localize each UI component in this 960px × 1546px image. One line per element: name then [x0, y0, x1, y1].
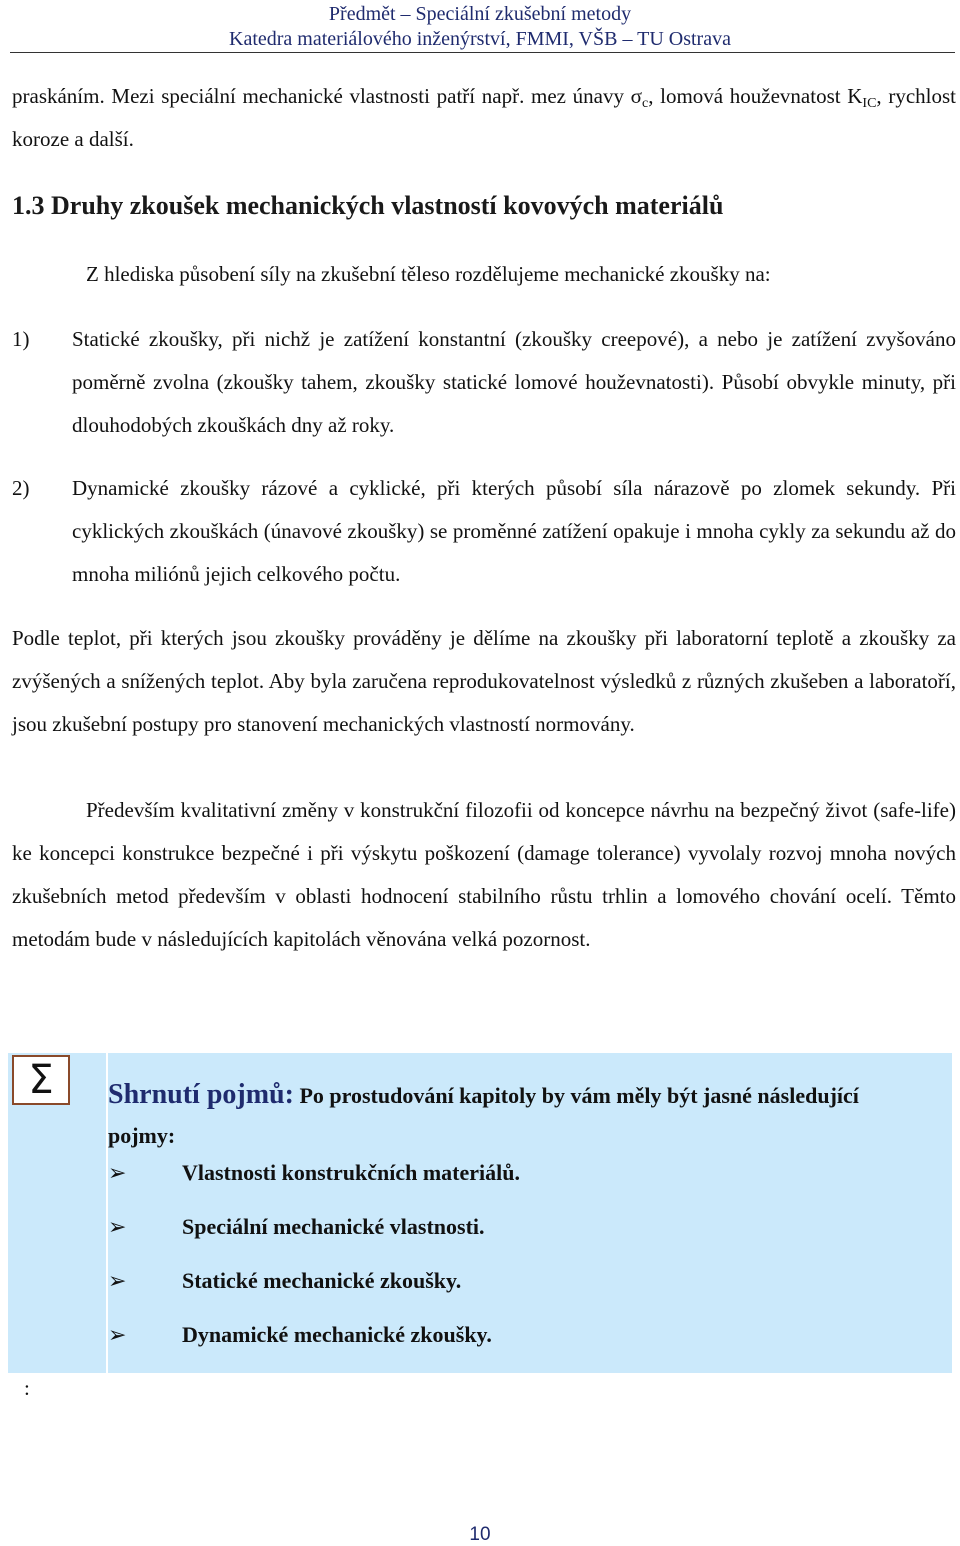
- summary-item-text: Vlastnosti konstrukčních materiálů.: [182, 1160, 520, 1185]
- arrow-bullet-icon: ➢: [108, 1269, 127, 1294]
- summary-item-text: Statické mechanické zkoušky.: [182, 1268, 462, 1293]
- summary-list-item: [108, 1158, 908, 1189]
- list-number: 2): [12, 476, 30, 500]
- section-heading: 1.3 Druhy zkoušek mechanických vlastností kovových materiálů: [12, 191, 724, 220]
- arrow-bullet-icon: ➢: [108, 1323, 127, 1348]
- header-department: Katedra materiálového inženýrství, FMMI, VŠB – TU Ostrava: [229, 28, 731, 50]
- summary-heading: [108, 1075, 928, 1156]
- paragraph-temperature: Podle teplot, při kterých jsou zkoušky prováděny je dělíme na zkoušky při laboratorní teplotě a zkoušky za zvýšených a snížených teplot. Aby byla zaručena reprodukovatelnost výsledků z různých zkušeben a laboratoří, jsou zkušební postupy pro stanovení mechanických vlastností normovány.: [12, 626, 956, 736]
- summary-list-item: [108, 1266, 908, 1297]
- arrow-bullet-icon: ➢: [108, 1161, 127, 1186]
- stray-colon: :: [24, 1376, 30, 1400]
- paragraph-special-properties: [12, 75, 956, 161]
- summary-list-item: [108, 1212, 908, 1243]
- page-header: [0, 0, 960, 52]
- list-number: 1): [12, 327, 30, 351]
- summary-title: Shrnutí pojmů:: [108, 1079, 294, 1110]
- header-rule: [10, 52, 955, 53]
- subscript-c: c: [641, 96, 649, 111]
- sigma-icon: Σ: [12, 1055, 70, 1105]
- summary-item-text: Speciální mechanické vlastnosti.: [182, 1214, 485, 1239]
- paragraph-design-philosophy: Především kvalitativní změny v konstrukční filozofii od koncepce návrhu na bezpečný život (safe-life) ke koncepci konstrukce bezpečné i při výskytu poškození (damage tolerance) vyvolaly rozvoj mnoha nových zkušebních metod především v oblasti hodnocení stabilního růstu trhlin a lomového chování ocelí. Těmto metodám bude v následujících kapitolách věnována velká pozornost.: [12, 798, 956, 951]
- arrow-bullet-icon: ➢: [108, 1215, 127, 1240]
- paragraph-text: , lomová houževnatost K: [648, 84, 863, 108]
- summary-lead: Po prostudování kapitoly by vám měly být jasné následující pojmy:: [108, 1083, 859, 1148]
- header-course-title: Předmět – Speciální zkušební metody: [328, 3, 632, 25]
- summary-item-text: Dynamické mechanické zkoušky.: [182, 1322, 492, 1347]
- paragraph-text: praskáním. Mezi speciální mechanické vlastnosti patří např. mez únavy σ: [12, 84, 642, 108]
- section-intro: Z hlediska působení síly na zkušební těleso rozdělujeme mechanické zkoušky na:: [86, 262, 771, 286]
- paragraph-text: , rychlost koroze a další.: [12, 84, 956, 151]
- summary-list-item: [108, 1320, 908, 1351]
- list-text: Dynamické zkoušky rázové a cyklické, při kterých působí síla nárazově po zlomek sekundy. Při cyklických zkouškách (únavové zkoušky) se proměnné zatížení opakuje i mnoha cykly za sekundu až do mnoha miliónů jejich celkového počtu.: [72, 476, 956, 586]
- subscript-ic: IC: [862, 96, 877, 111]
- list-text: Statické zkoušky, při nichž je zatížení konstantní (zkoušky creepové), a nebo je zatížení zvyšováno poměrně zvolna (zkoušky tahem, zkoušky statické lomové houževnatosti). Působí obvykle minuty, při dlouhodobých zkouškách dny až roky.: [72, 327, 956, 437]
- page-number: 10: [469, 1524, 491, 1545]
